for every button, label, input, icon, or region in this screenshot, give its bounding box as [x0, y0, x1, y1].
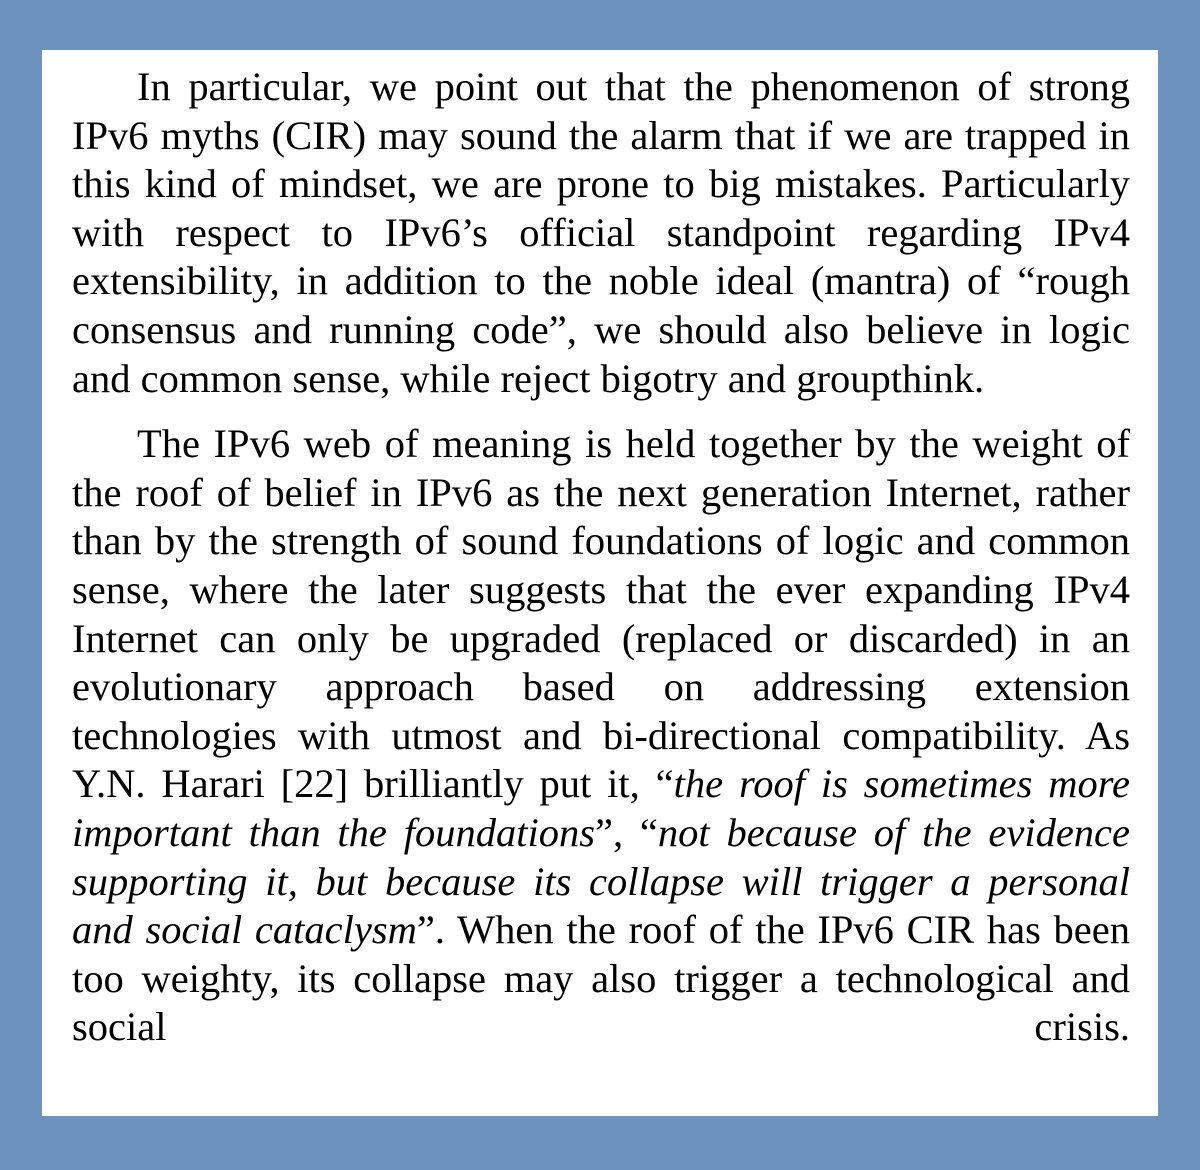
- paragraph-2: [72, 420, 1130, 1052]
- harari-quote-2: not because of the evidence supporting it, but because its collapse will trigger a personal and social cataclysm: [72, 809, 1131, 953]
- paragraph-2-text: ”. When the roof of the IPv6 CIR has been too weighty, its collapse may also trigger a technological and social crisis.: [72, 907, 1131, 1050]
- harari-quote-1: the roof is sometimes more important than the foundations: [72, 761, 1130, 855]
- paragraph-2-text: ”, “: [595, 809, 658, 855]
- document-page: [42, 50, 1158, 1116]
- paragraph-2-text: The IPv6 web of meaning is held together by the weight of the roof of belief in IPv6 as the next generation Internet, rather than by the strength of sound foundations of logic and common sense, where the later suggests that the ever expanding IPv4 Internet can only be upgraded (replaced or discarded) in an evolutionary approach based on addressing extension technologies with utmost and bi-directional compatibility. As Y.N. Harari [22] brilliantly put it, “: [72, 421, 1130, 807]
- paragraph-1: In particular, we point out that the phenomenon of strong IPv6 myths (CIR) may sound the alarm that if we are trapped in this kind of mindset, we are prone to big mistakes. Particularly with respect to IPv6’s official standpoint regarding IPv4 extensibility, in addition to the noble ideal (mantra) of “rough consensus and running code”, we should also believe in logic and common sense, while reject bigotry and groupthink.: [72, 64, 1130, 401]
